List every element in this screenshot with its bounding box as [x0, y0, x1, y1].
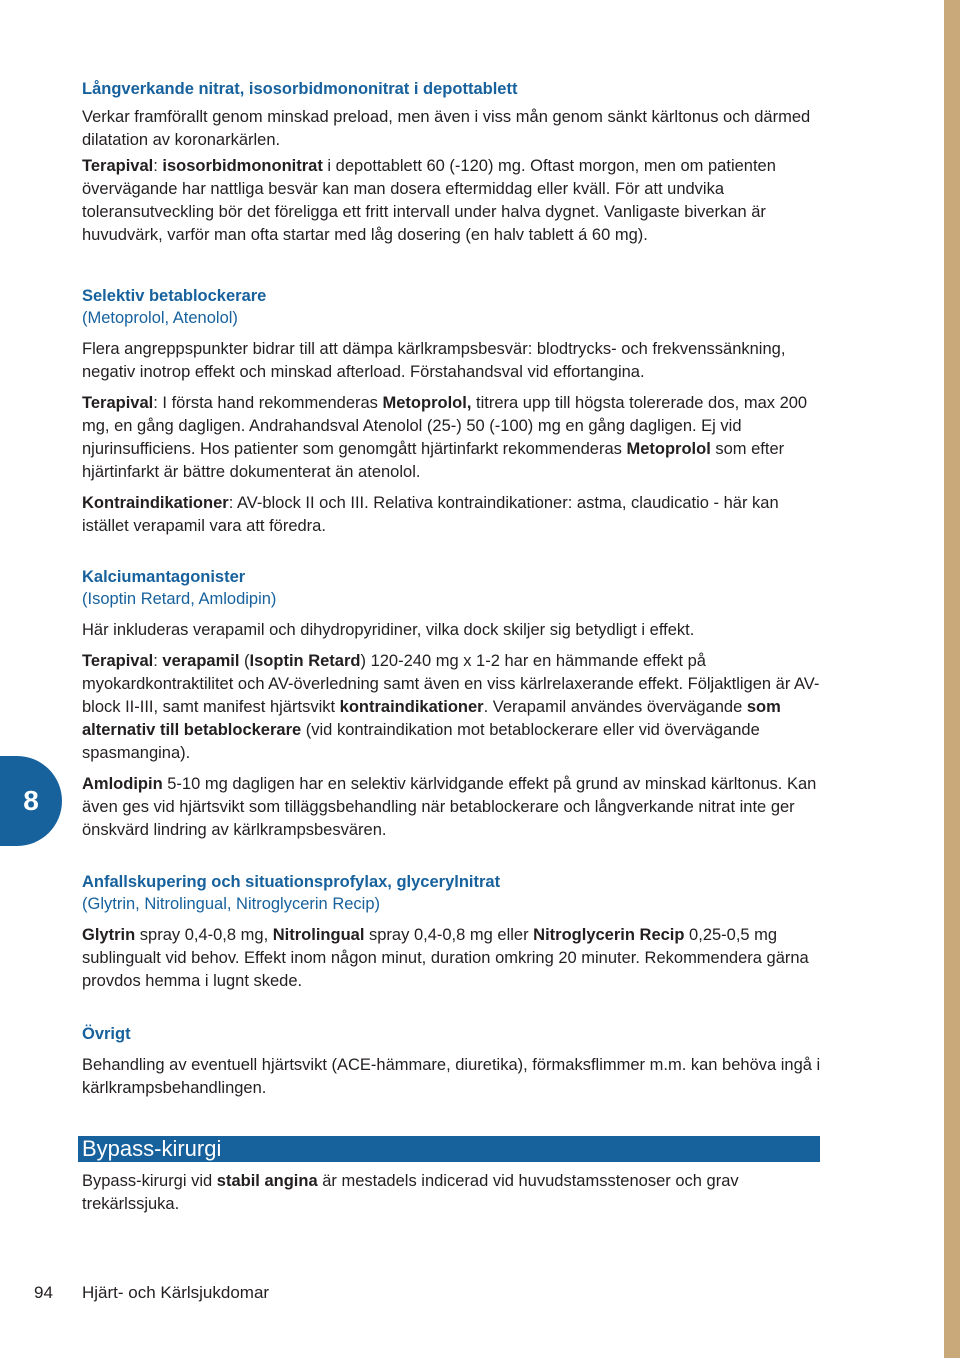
page-number: 94 [34, 1283, 53, 1302]
edge-color-bar [944, 0, 960, 1358]
section-glycerylnitrat [82, 871, 822, 993]
section-subheading: (Isoptin Retard, Amlodipin) [82, 590, 277, 608]
section-subheading: (Metoprolol, Atenolol) [82, 309, 238, 327]
chapter-number: 8 [23, 785, 39, 816]
paragraph: Amlodipin 5-10 mg dagligen har en selektiv kärlvidgande effekt på grund av minskad kärltonus. Kan även ges vid hjärtsvikt som tilläggsbehandling när betablockerare och långverkande nitrat inte ger önskvärd lindring av kärlkrampsbesvären. [82, 775, 817, 839]
paragraph: Terapival: I första hand rekommenderas Metoprolol, titrera upp till högsta tolererade dos, max 200 mg, en gång dagligen. Andrahandsval Atenolol (25-) 50 (-100) mg en gång dagligen. Ej vid njurinsufficiens. Hos patienter som genomgått hjärtinfarkt rekommenderas Metoprolol som efter hjärtinfarkt är bättre dokumenterat än atenolol. [82, 394, 808, 481]
paragraph: Terapival: verapamil (Isoptin Retard) 120-240 mg x 1-2 har en hämmande effekt på myokardkontraktilitet och AV-överledning samt även en viss kärlrelaxerande effekt. Följaktligen är AV-block II-III, samt manifest hjärtsvikt kontraindikationer. Verapamil användes övervägande som alternativ till betablockerare (vid kontraindikation mot betablockerare eller vid övervägande spasmangina). [82, 652, 820, 762]
chapter-tab [0, 756, 62, 846]
paragraph: Flera angreppspunkter bidrar till att dämpa kärlkrampsbesvär: blodtrycks- och frekvenssänkning, negativ inotrop effekt och minskad afterload. Förstahandsval vid effortangina. [82, 340, 786, 381]
section-heading: Långverkande nitrat, isosorbidmononitrat i depottablett [82, 80, 518, 98]
section-heading: Selektiv betablockerare [82, 287, 267, 305]
paragraph: Verkar framförallt genom minskad preload, men även i viss mån genom sänkt kärltonus och därmed dilatation av koronarkärlen. [82, 108, 811, 149]
section-ovrigt [82, 1023, 822, 1100]
section-kalciumantagonister [82, 566, 822, 842]
paragraph: Glytrin spray 0,4-0,8 mg, Nitrolingual spray 0,4-0,8 mg eller Nitroglycerin Recip 0,25-0,5 mg sublingualt vid behov. Effekt inom någon minut, duration omkring 20 minuter. Rekommendera gärna provdos hemma i lugnt skede. [82, 926, 809, 990]
section-heading: Anfallskupering och situationsprofylax, glycerylnitrat [82, 873, 501, 891]
section-subheading: (Glytrin, Nitrolingual, Nitroglycerin Recip) [82, 895, 380, 913]
section-heading: Kalciumantagonister [82, 568, 246, 586]
footer-title: Hjärt- och Kärlsjukdomar [82, 1283, 270, 1302]
section-betablockerare [82, 285, 822, 538]
section-heading: Övrigt [82, 1025, 131, 1043]
section-bypass [82, 1170, 822, 1216]
paragraph: Behandling av eventuell hjärtsvikt (ACE-hämmare, diuretika), förmaksflimmer m.m. kan behöva ingå i kärlkrampsbehandlingen. [82, 1056, 821, 1097]
paragraph: Här inkluderas verapamil och dihydropyridiner, vilka dock skiljer sig betydligt i effekt. [82, 621, 695, 639]
bypass-banner-heading: Bypass-kirurgi [78, 1136, 820, 1162]
paragraph: Kontraindikationer: AV-block II och III. Relativa kontraindikationer: astma, claudicatio - här kan istället verapamil vara att föredra. [82, 494, 779, 535]
paragraph: Bypass-kirurgi vid stabil angina är mestadels indicerad vid huvudstamsstenoser och grav trekärlssjuka. [82, 1172, 739, 1213]
paragraph: Terapival: isosorbidmononitrat i depottablett 60 (-120) mg. Oftast morgon, men om patienten övervägande har nattliga besvär kan man dosera eftermiddag eller kväll. För att undvika toleransutveckling bör det föreligga ett fritt intervall under halva dygnet. Vanligaste biverkan är huvudvärk, varför man ofta startar med låg dosering (en halv tablett á 60 mg). [82, 157, 776, 244]
section-nitrat [82, 78, 822, 247]
